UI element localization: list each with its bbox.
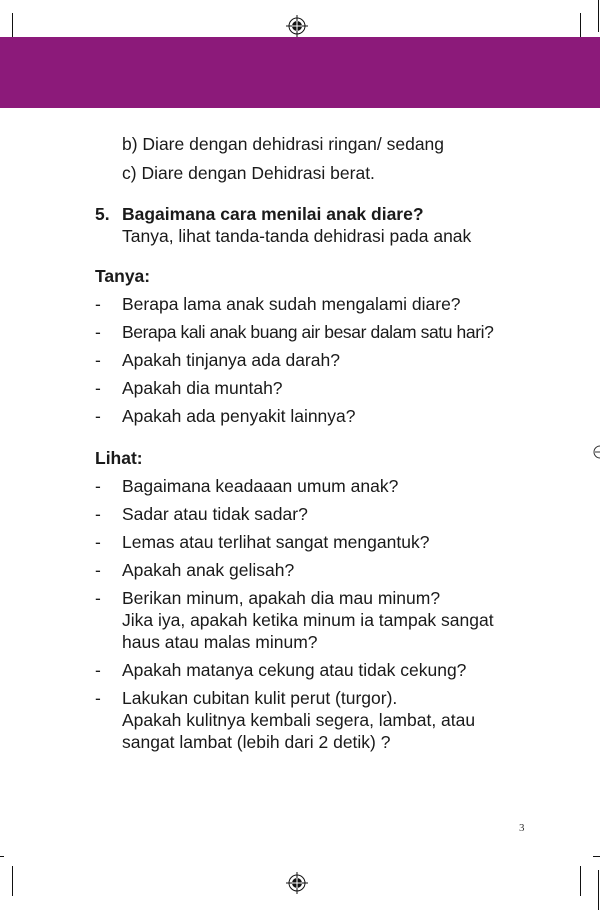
- crop-mark-top-edge-right: [598, 0, 599, 32]
- list-item: [95, 531, 565, 553]
- bullet-dash: -: [95, 350, 101, 370]
- bullet-dash: -: [95, 688, 101, 708]
- registration-mark-icon: [286, 872, 308, 894]
- list-item-text: Sadar atau tidak sadar?: [122, 504, 308, 524]
- list-item: [95, 503, 565, 525]
- list-item-text: Bagaimana keadaaan umum anak?: [122, 476, 399, 496]
- partial-registration-mark-icon: [592, 445, 600, 459]
- bullet-dash: -: [95, 660, 101, 680]
- list-item: [95, 321, 565, 343]
- list-item: [95, 377, 565, 399]
- list-item-text: Berikan minum, apakah dia mau minum?: [122, 588, 441, 608]
- bullet-dash: -: [95, 476, 101, 496]
- question-block: [95, 203, 565, 247]
- bullet-dash: -: [95, 322, 101, 342]
- page-number: 3: [519, 822, 525, 834]
- list-item: [95, 659, 565, 681]
- list-item-text: Apakah dia muntah?: [122, 378, 283, 398]
- list-continuation-item-c: c) Diare dengan Dehidrasi berat.: [122, 163, 375, 183]
- question-number: 5.: [95, 204, 110, 224]
- tanya-heading: Tanya:: [95, 266, 151, 286]
- list-item-text: Jika iya, apakah ketika minum ia tampak sangat: [122, 610, 494, 630]
- list-item-text: Apakah tinjanya ada darah?: [122, 350, 340, 370]
- list-item-text: haus atau malas minum?: [122, 632, 318, 652]
- lihat-section: [95, 447, 565, 753]
- list-item-text: Apakah ada penyakit lainnya?: [122, 406, 356, 426]
- list-item: [95, 475, 565, 497]
- list-item: [95, 293, 565, 315]
- bullet-dash: -: [95, 504, 101, 524]
- crop-mark-bottom-edge-right: [598, 870, 599, 910]
- header-color-band: [0, 37, 600, 108]
- bullet-dash: -: [95, 406, 101, 426]
- crop-mark-bottom-left: [12, 866, 13, 896]
- bullet-dash: -: [95, 378, 101, 398]
- lihat-heading: Lihat:: [95, 448, 143, 468]
- list-item-text: Lakukan cubitan kulit perut (turgor).: [122, 688, 398, 708]
- list-item-text: sangat lambat (lebih dari 2 detik) ?: [122, 732, 391, 752]
- crop-mark-left-horizontal: [0, 856, 4, 857]
- tanya-section: [95, 265, 565, 427]
- question-title: Bagaimana cara menilai anak diare?: [122, 204, 424, 224]
- list-item: [95, 587, 565, 653]
- bullet-dash: -: [95, 532, 101, 552]
- list-item: [95, 405, 565, 427]
- crop-mark-bottom-right: [580, 866, 581, 896]
- bullet-dash: -: [95, 560, 101, 580]
- list-continuation-item-b: b) Diare dengan dehidrasi ringan/ sedang: [122, 134, 445, 154]
- crop-mark-right-horizontal: [593, 856, 600, 857]
- list-item-text: Berapa lama anak sudah mengalami diare?: [122, 294, 461, 314]
- list-item-text: Lemas atau terlihat sangat mengantuk?: [122, 532, 430, 552]
- list-item: [95, 687, 565, 753]
- list-item-text: Apakah kulitnya kembali segera, lambat, atau: [122, 710, 476, 730]
- registration-mark-icon: [286, 15, 308, 37]
- page-content: [95, 133, 565, 759]
- bullet-dash: -: [95, 588, 101, 608]
- list-item-text: Apakah matanya cekung atau tidak cekung?: [122, 660, 467, 680]
- list-item-text: Berapa kali anak buang air besar dalam satu hari?: [122, 322, 494, 342]
- list-item: [95, 559, 565, 581]
- list-item: [95, 349, 565, 371]
- bullet-dash: -: [95, 294, 101, 314]
- list-item-text: Apakah anak gelisah?: [122, 560, 295, 580]
- question-subtitle: Tanya, lihat tanda-tanda dehidrasi pada anak: [122, 226, 472, 246]
